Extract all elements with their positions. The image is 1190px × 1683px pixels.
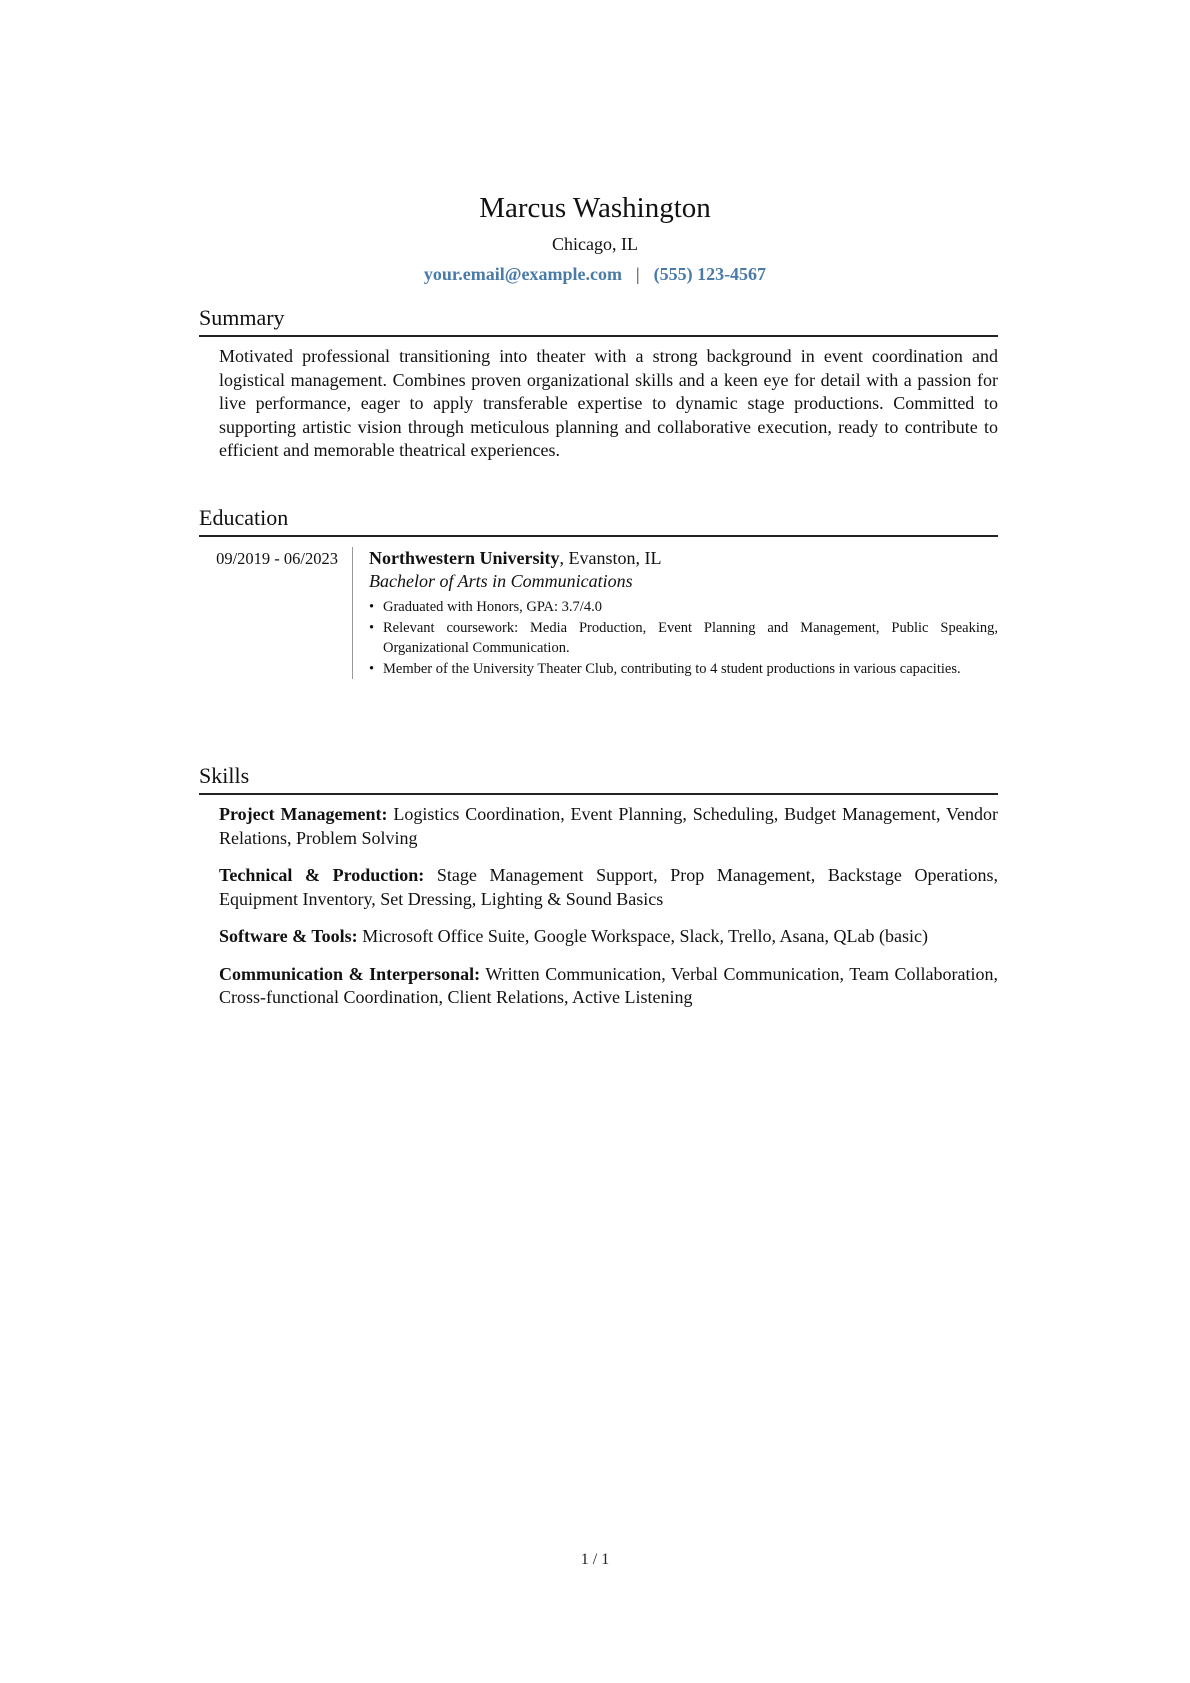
summary-section (199, 304, 998, 463)
contact-separator: | (635, 264, 640, 284)
skill-value: Written Communication, Verbal Communication, Team Collaboration, Cross-functional Coordination, Client Relations, Active Listening (219, 963, 998, 1007)
page-indicator: 1 / 1 (580, 1551, 610, 1568)
summary-heading: Summary (199, 304, 998, 337)
skill-label: Technical & Production: (219, 865, 425, 885)
education-bullets (369, 597, 998, 679)
school-location: , Evanston, IL (559, 548, 662, 568)
skill-item (219, 803, 998, 850)
education-bullet: • Graduated with Honors, GPA: 3.7/4.0 (369, 597, 998, 618)
candidate-name: Marcus Washington (479, 192, 711, 224)
skills-heading: Skills (199, 762, 998, 795)
skills-section (199, 762, 998, 1024)
education-details (353, 547, 998, 679)
email-link[interactable]: your.email@example.com (423, 264, 622, 284)
summary-text: Motivated professional transitioning into theater with a strong background in event coordination and logistical management. Combines proven organizational skills and a keen eye for detail with a passion for live performance, eager to apply transferable expertise to dynamic stage productions. Committed to supporting artistic vision through meticulous planning and collaborative execution, ready to contribute to efficient and memorable theatrical experiences. (219, 346, 998, 460)
degree-name: Bachelor of Arts in Communications (369, 571, 633, 591)
skill-value: Microsoft Office Suite, Google Workspace, Slack, Trello, Asana, QLab (basic) (357, 926, 928, 946)
resume-header (0, 190, 1190, 286)
summary-body (219, 345, 998, 463)
contact-line (0, 262, 1190, 286)
skill-item (219, 925, 998, 949)
skill-item (219, 864, 998, 911)
candidate-location: Chicago, IL (552, 234, 638, 254)
school-name: Northwestern University (369, 548, 560, 568)
skill-item (219, 963, 998, 1010)
skill-label: Communication & Interpersonal: (219, 963, 481, 984)
skill-label: Project Management: (219, 804, 388, 824)
education-section (199, 504, 998, 679)
education-heading: Education (199, 504, 998, 537)
education-bullet: • Relevant coursework: Media Production, Event Planning and Management, Public Speaking, Organizational Communication. (369, 618, 998, 659)
education-date: 09/2019 - 06/2023 (199, 547, 353, 679)
phone-link[interactable]: (555) 123-4567 (653, 264, 767, 284)
skill-value: Stage Management Support, Prop Management, Backstage Operations, Equipment Inventory, Set Dressing, Lighting & Sound Basics (219, 865, 998, 909)
education-school-line (369, 547, 998, 570)
education-entry (199, 547, 998, 679)
skill-label: Software & Tools: (219, 926, 358, 946)
skill-value: Logistics Coordination, Event Planning, Scheduling, Budget Management, Vendor Relations, Problem Solving (219, 804, 998, 848)
education-bullet: • Member of the University Theater Club, contributing to 4 student productions in various capacities. (369, 659, 998, 680)
skills-body (219, 803, 998, 1010)
